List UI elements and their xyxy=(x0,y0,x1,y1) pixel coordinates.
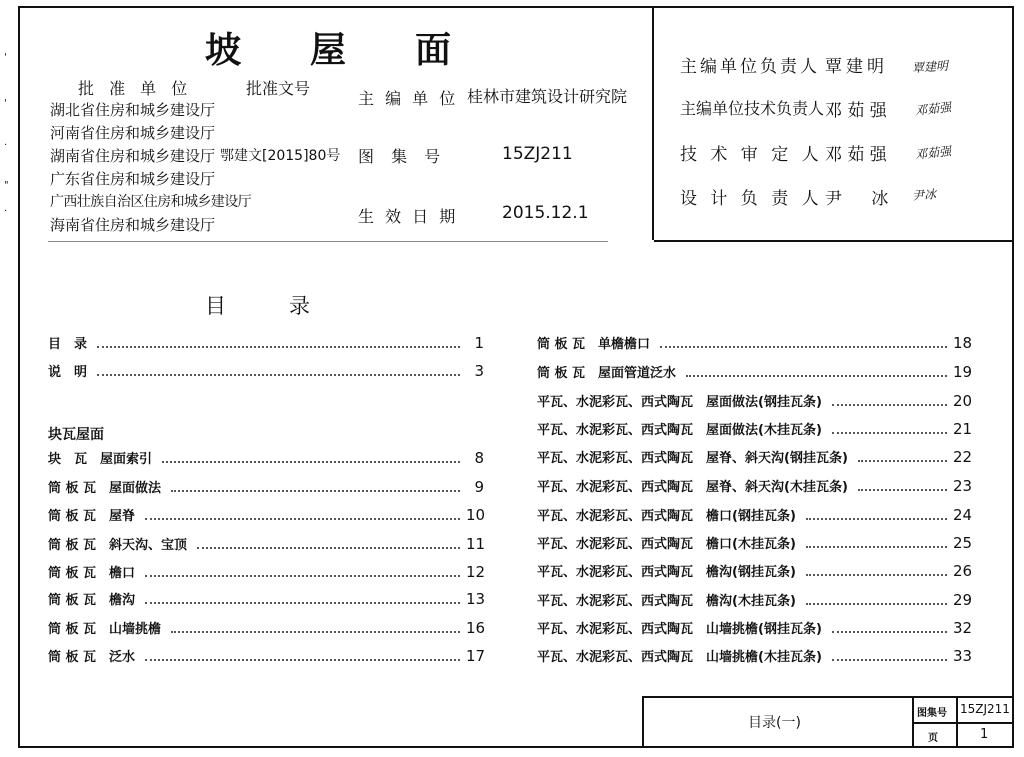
toc-leader xyxy=(162,460,460,463)
signature-image: 邓茹强 xyxy=(914,144,952,162)
toc-item[interactable] xyxy=(48,361,484,381)
margin-mark: · xyxy=(4,140,8,151)
margin-mark: ' xyxy=(4,98,7,109)
toc-item[interactable] xyxy=(537,561,971,581)
toc-leader xyxy=(97,373,460,376)
toc-item-page: 11 xyxy=(466,535,486,553)
toc-item-page: 26 xyxy=(953,562,973,580)
toc-leader xyxy=(145,574,460,577)
toc-item-label: 平瓦、水泥彩瓦、西式陶瓦 山墙挑檐(钢挂瓦条) xyxy=(537,622,822,637)
header-divider-vertical xyxy=(652,8,654,240)
toc-item[interactable] xyxy=(48,448,484,468)
toc-title: 目 录 xyxy=(205,294,310,318)
frame-top-line xyxy=(18,6,1014,8)
toc-item-page: 29 xyxy=(953,591,973,609)
toc-leader xyxy=(806,517,947,520)
toc-leader xyxy=(832,431,947,434)
toc-item-page: 21 xyxy=(953,420,973,438)
toc-item-label: 筒 板 瓦 斜天沟、宝顶 xyxy=(48,538,188,553)
header-divider-horizontal xyxy=(654,240,1012,242)
atlas-label: 图 集 号 xyxy=(358,147,447,166)
title-block-atlas-number: 15ZJ211 xyxy=(960,702,1010,716)
toc-item-page: 20 xyxy=(953,392,973,410)
title-block-page-label: 页 xyxy=(928,733,938,744)
frame-right-line xyxy=(1012,6,1014,748)
toc-item-page: 24 xyxy=(953,506,973,524)
toc-leader xyxy=(832,658,947,661)
toc-item-label: 块 瓦 屋面索引 xyxy=(48,452,153,467)
editor-unit-value: 桂林市建筑设计研究院 xyxy=(467,87,628,106)
toc-item[interactable] xyxy=(48,505,484,525)
toc-leader xyxy=(832,630,947,633)
margin-mark: " xyxy=(4,180,9,191)
toc-item-label: 筒 板 瓦 屋脊 xyxy=(48,509,136,524)
toc-item-label: 平瓦、水泥彩瓦、西式陶瓦 檐口(木挂瓦条) xyxy=(537,537,796,552)
toc-leader xyxy=(806,573,947,576)
toc-item-label: 筒 板 瓦 屋面管道泛水 xyxy=(537,366,677,381)
toc-item[interactable] xyxy=(537,391,971,411)
toc-item-page: 32 xyxy=(953,619,973,637)
approval-unit-item: 湖北省住房和城乡建设厅 xyxy=(50,101,216,119)
toc-item-page: 17 xyxy=(466,647,486,665)
toc-item[interactable] xyxy=(48,646,484,666)
toc-leader xyxy=(858,459,947,462)
toc-item[interactable] xyxy=(48,618,484,638)
frame-left-line xyxy=(18,6,20,748)
toc-item-page: 12 xyxy=(466,563,486,581)
margin-mark: · xyxy=(4,206,8,217)
approval-unit-item: 湖南省住房和城乡建设厅 xyxy=(50,147,216,165)
toc-item-label: 平瓦、水泥彩瓦、西式陶瓦 屋脊、斜天沟(木挂瓦条) xyxy=(537,480,848,495)
signature-image: 覃建明 xyxy=(911,58,949,76)
toc-item-label: 平瓦、水泥彩瓦、西式陶瓦 檐沟(木挂瓦条) xyxy=(537,594,796,609)
toc-item-label: 平瓦、水泥彩瓦、西式陶瓦 檐沟(钢挂瓦条) xyxy=(537,565,796,580)
toc-item[interactable] xyxy=(48,477,484,497)
toc-item-label: 筒 板 瓦 泛水 xyxy=(48,650,136,665)
approval-unit-item: 广东省住房和城乡建设厅 xyxy=(50,170,216,188)
responsible-role: 主编单位技术负责人 xyxy=(680,99,825,118)
toc-item-page: 8 xyxy=(474,449,484,467)
responsible-name: 邓 茹 强 xyxy=(825,101,887,121)
toc-item-page: 9 xyxy=(474,478,484,496)
atlas-number: 15ZJ211 xyxy=(502,144,573,164)
toc-item-label: 目 录 xyxy=(48,337,88,352)
responsible-name: 邓 茹 强 xyxy=(825,145,887,165)
effective-date-label: 生 效 日 期 xyxy=(358,207,459,226)
responsible-name: 覃建明 xyxy=(825,57,888,77)
toc-item[interactable] xyxy=(48,534,484,554)
toc-item[interactable] xyxy=(537,362,971,382)
toc-item-label: 筒 板 瓦 檐沟 xyxy=(48,593,136,608)
toc-item-label: 平瓦、水泥彩瓦、西式陶瓦 屋面做法(钢挂瓦条) xyxy=(537,395,822,410)
toc-item-page: 33 xyxy=(953,647,973,665)
responsible-role: 设 计 负 责 人 xyxy=(680,189,823,209)
toc-item-page: 19 xyxy=(953,363,973,381)
toc-leader xyxy=(806,545,947,548)
toc-leader xyxy=(97,345,460,348)
responsible-role: 技 术 审 定 人 xyxy=(680,145,823,165)
approval-unit-label: 批 准 单 位 xyxy=(78,79,193,98)
toc-leader xyxy=(197,546,460,549)
toc-item[interactable] xyxy=(537,618,971,638)
toc-item[interactable] xyxy=(537,447,971,467)
toc-item-page: 13 xyxy=(466,590,486,608)
toc-item-page: 3 xyxy=(474,362,484,380)
title-char: 坡 xyxy=(205,30,244,71)
editor-unit-label: 主 编 单 位 xyxy=(358,89,459,108)
toc-item[interactable] xyxy=(537,476,971,496)
frame-bottom-line xyxy=(18,746,1014,748)
toc-item-page: 18 xyxy=(953,334,973,352)
toc-leader xyxy=(686,374,947,377)
toc-item-page: 22 xyxy=(953,448,973,466)
toc-item-page: 25 xyxy=(953,534,973,552)
toc-item-page: 10 xyxy=(466,506,486,524)
toc-leader xyxy=(832,403,947,406)
toc-leader xyxy=(858,488,947,491)
approval-unit-item: 海南省住房和城乡建设厅 xyxy=(50,216,216,234)
toc-item[interactable] xyxy=(537,590,971,610)
toc-item-label: 平瓦、水泥彩瓦、西式陶瓦 山墙挑檐(木挂瓦条) xyxy=(537,650,822,665)
toc-item-page: 16 xyxy=(466,619,486,637)
toc-item[interactable] xyxy=(48,562,484,582)
margin-mark: ' xyxy=(4,52,7,63)
toc-item-page: 1 xyxy=(474,334,484,352)
effective-date-value: 2015.12.1 xyxy=(502,203,589,223)
toc-leader xyxy=(145,601,460,604)
toc-item-label: 说 明 xyxy=(48,365,88,380)
toc-leader xyxy=(171,630,460,633)
toc-leader xyxy=(145,658,460,661)
toc-item[interactable] xyxy=(537,333,971,353)
toc-item-label: 筒 板 瓦 檐口 xyxy=(48,566,136,581)
toc-leader xyxy=(171,489,460,492)
title-char: 屋 xyxy=(310,30,349,71)
toc-item[interactable] xyxy=(537,419,971,439)
title-char: 面 xyxy=(415,30,454,71)
approval-unit-item: 广西壮族自治区住房和城乡建设厅 xyxy=(50,194,251,210)
title-block-page-number: 1 xyxy=(980,727,989,742)
drawing-name: 目录(一) xyxy=(748,715,801,731)
toc-leader xyxy=(660,345,947,348)
toc-item-label: 筒 板 瓦 山墙挑檐 xyxy=(48,622,162,637)
toc-item-label: 平瓦、水泥彩瓦、西式陶瓦 屋面做法(木挂瓦条) xyxy=(537,423,822,438)
signature-image: 尹冰 xyxy=(911,187,937,203)
responsible-role: 主编单位负责人 xyxy=(680,57,820,77)
toc-item-label: 筒 板 瓦 单檐檐口 xyxy=(537,337,651,352)
title-block-row-line xyxy=(912,722,1012,724)
toc-item[interactable] xyxy=(537,646,971,666)
signature-image: 邓茹强 xyxy=(914,100,952,118)
section-title: 块瓦屋面 xyxy=(48,427,104,443)
toc-leader xyxy=(806,602,947,605)
toc-item[interactable] xyxy=(537,505,971,525)
toc-leader xyxy=(145,517,460,520)
toc-item[interactable] xyxy=(48,589,484,609)
approval-unit-item: 河南省住房和城乡建设厅 xyxy=(50,124,216,142)
toc-item[interactable] xyxy=(48,333,484,353)
approval-doc-number: 鄂建文[2015]80号 xyxy=(220,148,341,164)
title-block-atlas-label: 图集号 xyxy=(917,708,947,719)
header-underline xyxy=(48,241,608,242)
toc-item-label: 平瓦、水泥彩瓦、西式陶瓦 檐口(钢挂瓦条) xyxy=(537,509,796,524)
responsible-name: 尹 冰 xyxy=(825,189,901,209)
title-block-left-line xyxy=(642,696,644,748)
approval-doc-label: 批准文号 xyxy=(246,79,311,98)
toc-item-page: 23 xyxy=(953,477,973,495)
toc-item-label: 筒 板 瓦 屋面做法 xyxy=(48,481,162,496)
toc-item[interactable] xyxy=(537,533,971,553)
toc-item-label: 平瓦、水泥彩瓦、西式陶瓦 屋脊、斜天沟(钢挂瓦条) xyxy=(537,451,848,466)
